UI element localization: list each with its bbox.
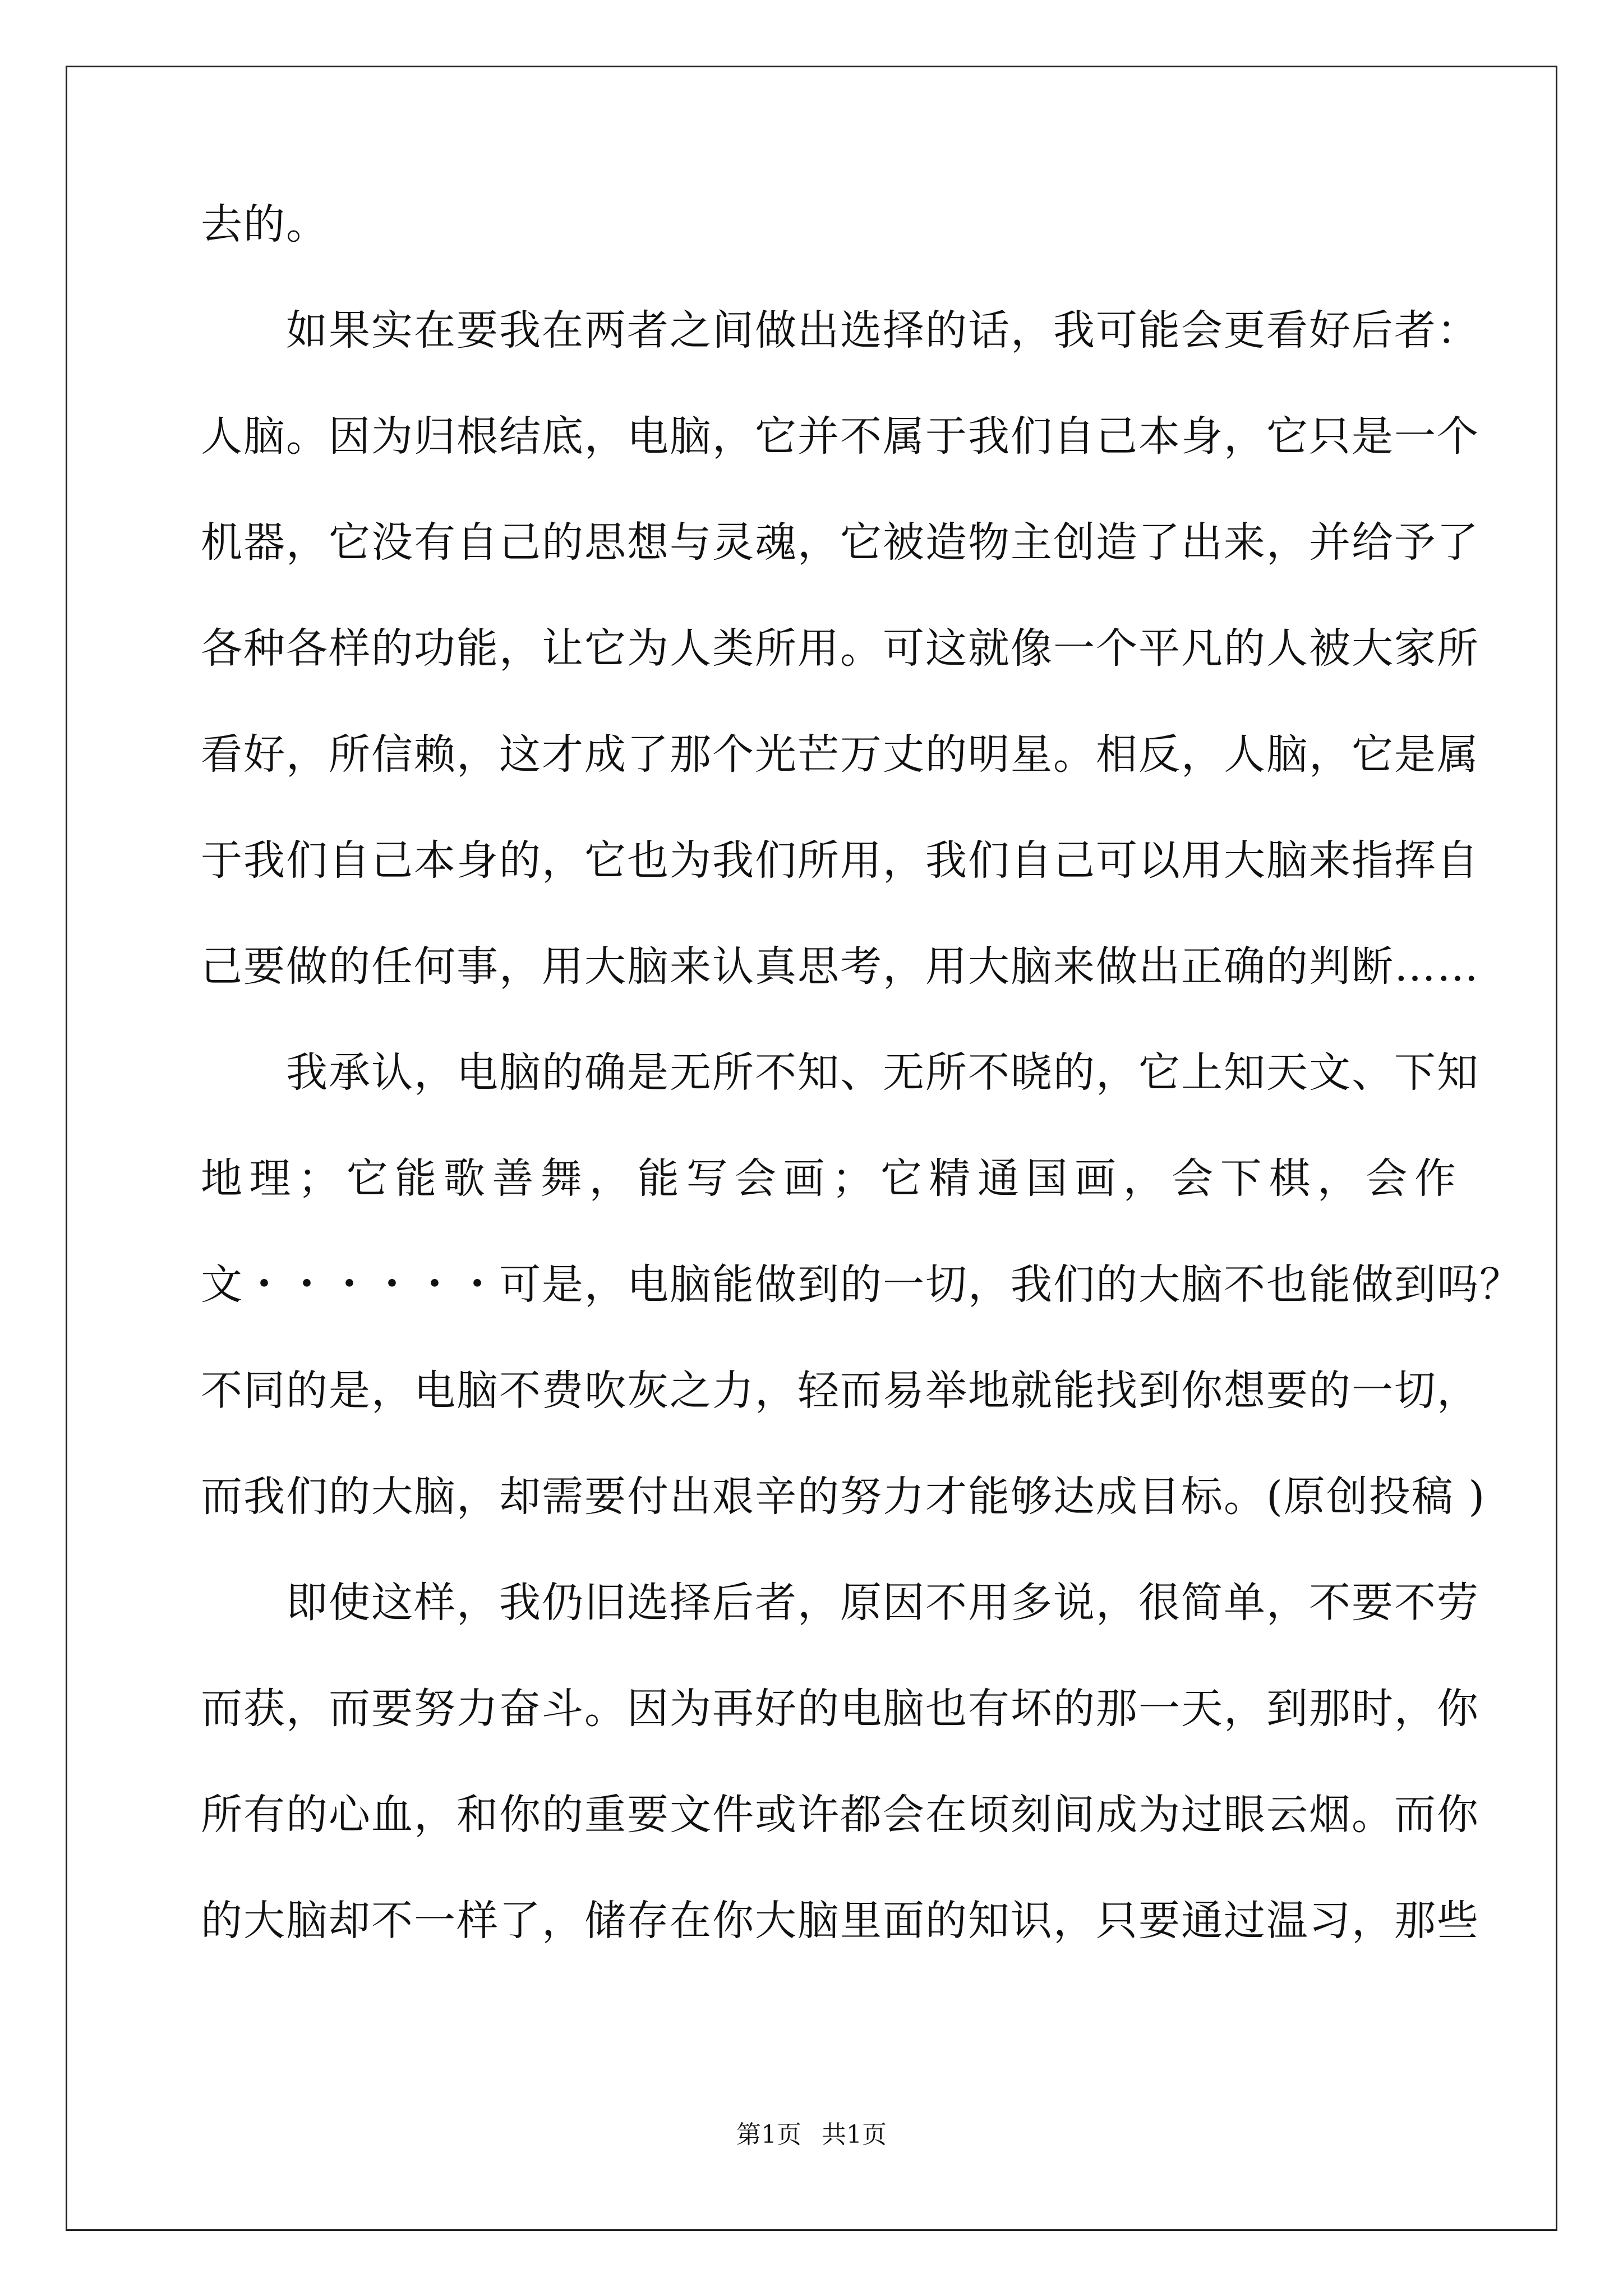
text-line: 于我们自己本身的，它也为我们所用，我们自己可以用大脑来指挥自 — [201, 836, 1479, 885]
text-line: 文・・・・・・可是，电脑能做到的一切，我们的大脑不也能做到吗？ — [201, 1260, 1522, 1309]
text-line: 即使这样，我仍旧选择后者，原因不用多说，很简单，不要不劳 — [201, 1579, 1479, 1627]
text-line: 如果实在要我在两者之间做出选择的话，我可能会更看好后者： — [201, 306, 1479, 355]
text-line: 机器，它没有自己的思想与灵魂，它被造物主创造了出来，并给予了 — [201, 518, 1479, 567]
text-line: 的大脑却不一样了，储存在你大脑里面的知识，只要通过温习，那些 — [201, 1897, 1479, 1945]
text-line: 人脑。因为归根结底，电脑，它并不属于我们自己本身，它只是一个 — [201, 412, 1479, 461]
page-number: 第1页 — [736, 2120, 801, 2149]
text-line: 而获，而要努力奋斗。因为再好的电脑也有坏的那一天，到那时，你 — [201, 1685, 1479, 1733]
text-line: 看好，所信赖，这才成了那个光芒万丈的明星。相反，人脑，它是属 — [201, 730, 1479, 779]
text-line: 我承认，电脑的确是无所不知、无所不晓的，它上知天文、下知 — [201, 1048, 1479, 1097]
page-total: 共1页 — [822, 2120, 887, 2149]
text-line: 己要做的任何事，用大脑来认真思考，用大脑来做出正确的判断…… — [201, 942, 1479, 991]
text-line: 地理；它能歌善舞，能写会画；它精通国画，会下棋，会作 — [201, 1154, 1457, 1203]
text-line: 去的。 — [201, 200, 329, 249]
page-footer — [0, 2118, 1623, 2152]
text-line: 所有的心血，和你的重要文件或许都会在顷刻间成为过眼云烟。而你 — [201, 1791, 1479, 1839]
text-line: 不同的是，电脑不费吹灰之力，轻而易举地就能找到你想要的一切， — [201, 1366, 1479, 1415]
text-line: 各种各样的功能，让它为人类所用。可这就像一个平凡的人被大家所 — [201, 624, 1479, 673]
text-line: 而我们的大脑，却需要付出艰辛的努力才能够达成目标。(原创投稿 ) — [201, 1473, 1486, 1521]
